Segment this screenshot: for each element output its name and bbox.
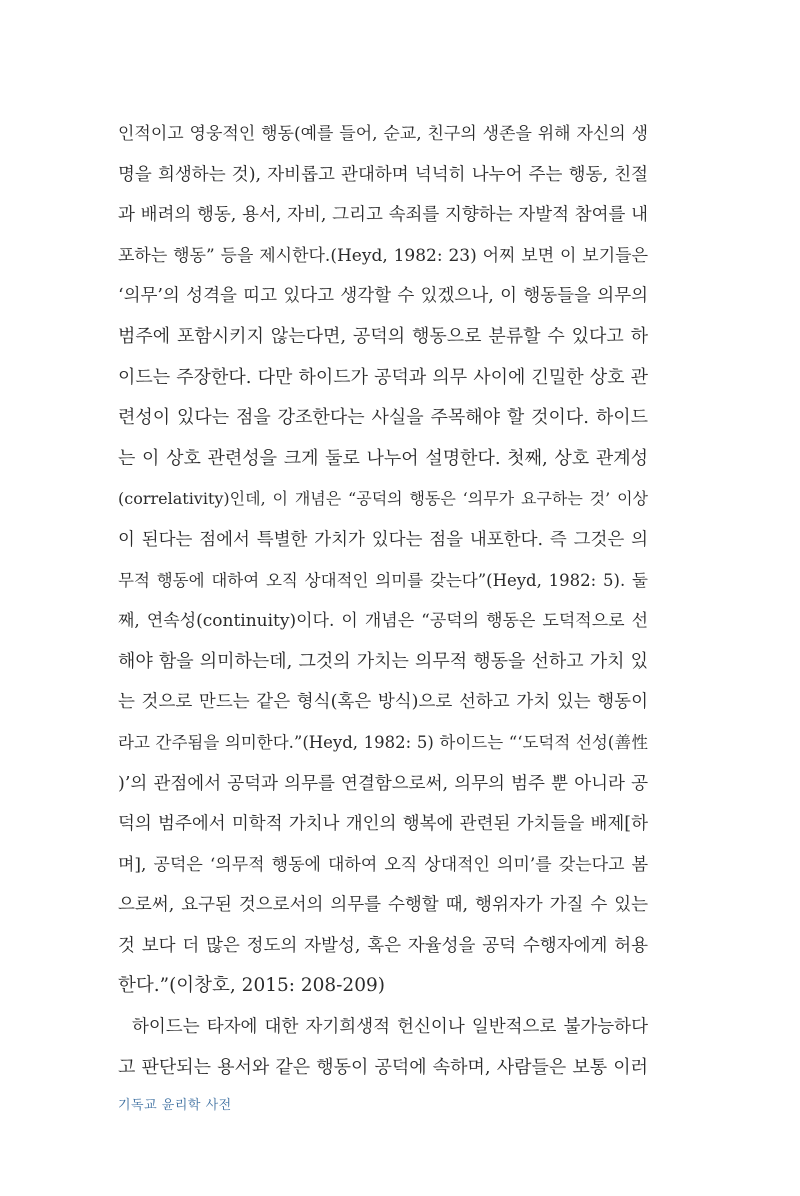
text-line: 과 배려의 행동, 용서, 자비, 그리고 속죄를 지향하는 자발적 참여를 내	[118, 205, 648, 226]
paragraph-first-line: 하이드는 타자에 대한 자기희생적 헌신이나 일반적으로 불가능하다	[132, 1017, 648, 1038]
text-line: 이드는 주장한다. 다만 하이드가 공덕과 의무 사이에 긴밀한 상호 관	[118, 366, 648, 388]
text-line: 인적이고 영웅적인 행동(예를 들어, 순교, 친구의 생존을 위해 자신의 생	[118, 124, 648, 144]
text-line: ‘의무’의 성격을 띠고 있다고 생각할 수 있겠으나, 이 행동들을 의무의	[118, 286, 648, 307]
text-line: 며], 공덕은 ‘의무적 행동에 대하여 오직 상대적인 의미’를 갖는다고 봄	[118, 854, 648, 875]
text-line: (correlativity)인데, 이 개념은 “공덕의 행동은 ‘의무가 요구하는 것’ 이상	[118, 489, 648, 509]
text-line: 명을 희생하는 것), 자비롭고 관대하며 넉넉히 나누어 주는 행동, 친절	[118, 164, 648, 185]
text-line: 라고 간주됨을 의미한다.”(Heyd, 1982: 5) 하이드는 “‘도덕적 선성(善性	[118, 732, 648, 752]
text-line: 무적 행동에 대하여 오직 상대적인 의미를 갖는다”(Heyd, 1982: 5). 둘	[118, 570, 648, 590]
text-line: 해야 함을 의미하는데, 그것의 가치는 의무적 행동을 선하고 가치 있	[118, 650, 648, 672]
text-line: 는 이 상호 관련성을 크게 둘로 나누어 설명한다. 첫째, 상호 관계성	[118, 447, 648, 469]
text-line: 고 판단되는 용서와 같은 행동이 공덕에 속하며, 사람들은 보통 이러	[118, 1056, 648, 1078]
text-line: 것 보다 더 많은 정도의 자발성, 혹은 자율성을 공덕 수행자에게 허용	[118, 935, 648, 956]
text-line: 범주에 포함시키지 않는다면, 공덕의 행동으로 분류할 수 있다고 하	[118, 325, 648, 347]
text-line: 포하는 행동” 등을 제시한다.(Heyd, 1982: 23) 어찌 보면 이 보기들은	[118, 245, 648, 266]
body-text	[118, 114, 648, 1088]
text-line: 째, 연속성(continuity)이다. 이 개념은 “공덕의 행동은 도덕적으로 선	[118, 611, 648, 632]
text-line: 덕의 범주에서 미학적 가치나 개인의 행복에 관련된 가치들을 배제[하	[118, 814, 648, 835]
text-line: 한다.”(이창호, 2015: 208-209)	[118, 975, 385, 997]
text-line: 는 것으로 만드는 같은 형식(혹은 방식)으로 선하고 가치 있는 행동이	[118, 692, 648, 713]
running-footer: 기독교 윤리학 사전	[118, 1098, 232, 1113]
text-line: 이 된다는 점에서 특별한 가치가 있다는 점을 내포한다. 즉 그것은 의	[118, 529, 648, 550]
text-line: 으로써, 요구된 것으로서의 의무를 수행할 때, 행위자가 가질 수 있는	[118, 895, 648, 916]
text-line: 련성이 있다는 점을 강조한다는 사실을 주목해야 할 것이다. 하이드	[118, 407, 648, 429]
text-line: )’의 관점에서 공덕과 의무를 연결함으로써, 의무의 범주 뿐 아니라 공	[118, 773, 648, 794]
